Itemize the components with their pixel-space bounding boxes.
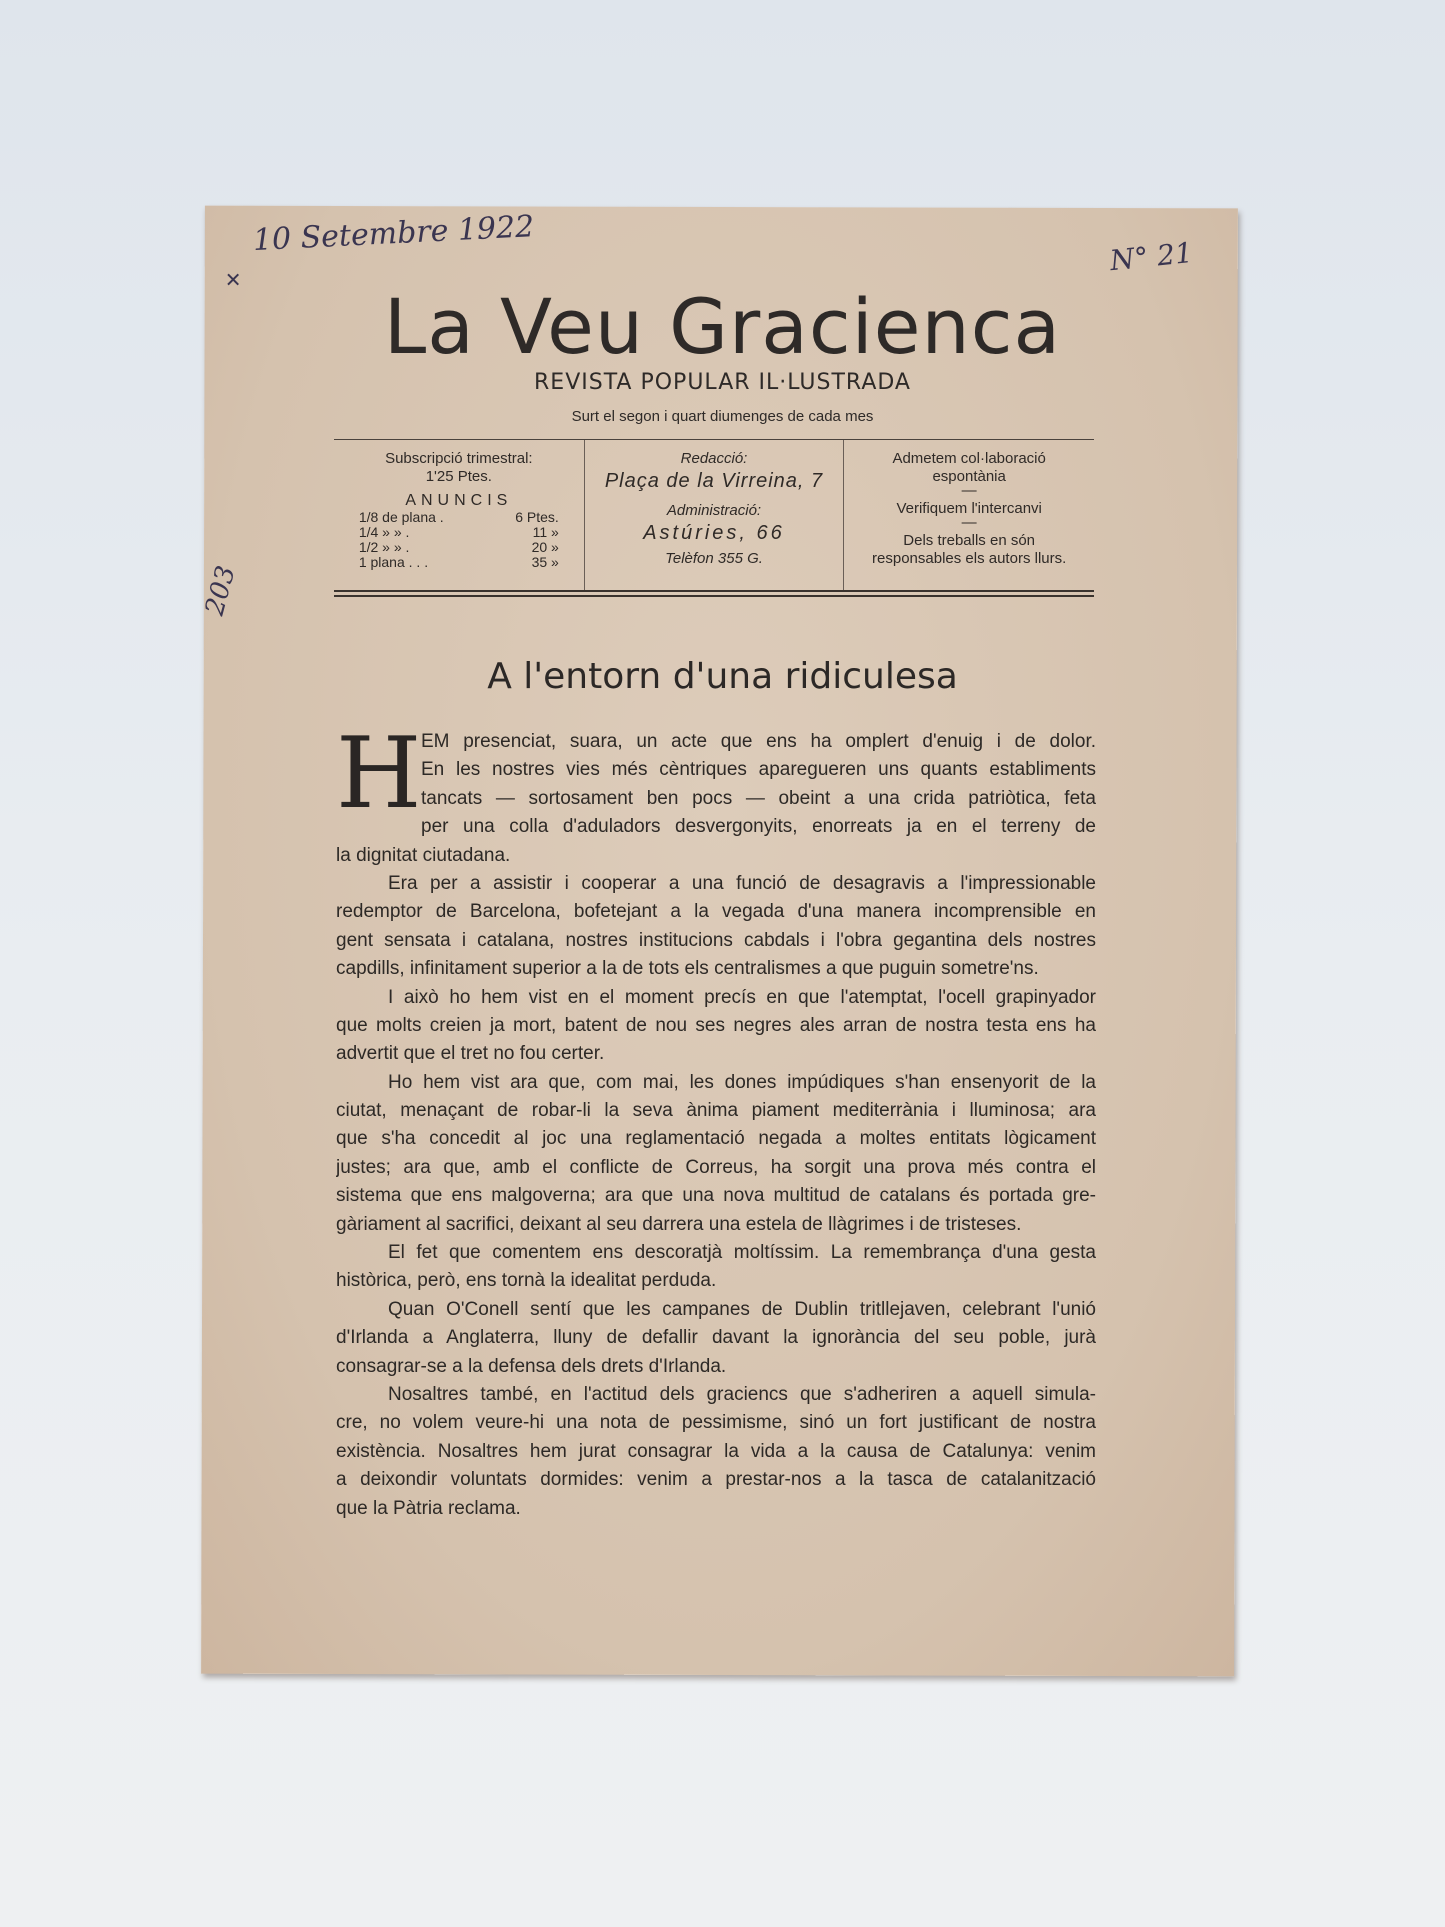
article-line: que molts creien ja mort, batent de nou ses negres ales arran de nostra testa ens ha xyxy=(336,1014,1096,1036)
article-line: per una colla d'aduladors desvergonyits, enorreats ja en el terreny de xyxy=(421,816,1096,838)
article-line: ciutat, menaçant de robar-li la seva ànima piament mediterrània i lluminosa; ara xyxy=(336,1100,1096,1122)
article-line: consagrar-se a la defensa dels drets d'Irlanda. xyxy=(336,1355,727,1377)
article-line: gàriament al sacrifici, deixant al seu darrera una estela de llàgrimes i de tristeses. xyxy=(336,1213,1022,1235)
subscription-column xyxy=(334,440,585,590)
ad-rate xyxy=(359,540,559,555)
article-line: la dignitat ciutadana. xyxy=(336,844,511,866)
ad-price: 20 » xyxy=(531,539,559,555)
notice-responsibility: Dels treballs en són responsables els autors llurs. xyxy=(872,532,1067,567)
redaccio-label: Redacció: xyxy=(680,450,748,467)
masthead-subtitle: REVISTA POPULAR IL·LUSTRADA xyxy=(534,370,911,395)
notice-exchange: Verifiquem l'intercanvi xyxy=(896,500,1042,517)
article-line: històrica, però, ens tornà la idealitat perduda. xyxy=(336,1270,717,1292)
article-line: justes; ara que, amb el conflicte de Correus, ha sorgit una prova més contra el xyxy=(336,1156,1096,1178)
address-column xyxy=(585,440,845,590)
article-line: En les nostres vies més cèntriques aparegueren uns quants establiments xyxy=(421,759,1096,781)
ads-heading: ANUNCIS xyxy=(405,492,513,509)
article-line: sistema que ens malgoverna; ara que una nova multitud de catalans és portada gre- xyxy=(336,1185,1096,1207)
ad-rate xyxy=(359,525,559,540)
subscription-label: Subscripció trimestral: xyxy=(385,450,533,467)
ad-price: 6 Ptes. xyxy=(515,509,559,525)
article-line: a deixondir voluntats dormides: venim a prestar-nos a la tasca de catalanització xyxy=(336,1469,1096,1491)
handwritten-number: N° 21 xyxy=(1108,235,1195,278)
ad-size: 1/8 de plana . xyxy=(358,509,444,525)
ad-size: 1/2 » » . xyxy=(358,539,410,555)
separator: — xyxy=(961,482,977,499)
ink-mark-icon: ✕ xyxy=(224,269,242,292)
ad-rate xyxy=(359,510,559,525)
notices-column xyxy=(844,440,1094,590)
article-line: que la Pàtria reclama. xyxy=(336,1497,521,1519)
notice-collaboration: Admetem col·laboració espontània xyxy=(892,450,1046,485)
article-line: que s'ha concedit al joc una reglamentació negada a moltes entitats lògicament xyxy=(336,1128,1096,1150)
telephone: Telèfon 355 G. xyxy=(665,550,763,567)
article-line: capdills, infinitament superior a la de tots els centralismes a que puguin sometre'ns. xyxy=(336,958,1039,980)
ad-price: 11 » xyxy=(532,524,559,540)
article-line: Ho hem vist ara que, com mai, les dones impúdiques s'han ensenyorit de la xyxy=(388,1071,1096,1093)
article-line: existència. Nosaltres hem jurat consagrar la vida a la causa de Catalunya: venim xyxy=(336,1440,1096,1462)
ad-rate xyxy=(359,555,559,570)
article-line: gent sensata i catalana, nostres institucions cabdals i l'obra gegantina dels nostres xyxy=(336,929,1096,951)
article-line: El fet que comentem ens descoratjà moltíssim. La remembrança d'una gesta xyxy=(388,1242,1096,1264)
publication-frequency: Surt el segon i quart diumenges de cada mes xyxy=(571,408,874,425)
subscription-price: 1'25 Ptes. xyxy=(425,468,492,485)
article-title: A l'entorn d'una ridiculesa xyxy=(487,656,958,697)
masthead-title: La Veu Gracienca xyxy=(383,282,1062,371)
article-line: I això ho hem vist en el moment precís en que l'atemptat, l'ocell grapinyador xyxy=(388,986,1096,1008)
info-box xyxy=(334,439,1094,592)
administracio-address: Astúries, 66 xyxy=(643,522,785,544)
article-line: EM presenciat, suara, un acte que ens ha omplert d'enuig i de dolor. xyxy=(421,731,1096,752)
redaccio-address: Plaça de la Virreina, 7 xyxy=(604,470,824,492)
article-line: Nosaltres també, en l'actitud dels graciencs que s'adheriren a aquell simula- xyxy=(388,1383,1096,1405)
handwritten-date: 10 Setembre 1922 xyxy=(252,209,536,259)
ad-size: 1 plana . . . xyxy=(358,554,429,570)
article-line: Quan O'Conell sentí que les campanes de Dublin tritllejaven, celebrant l'unió xyxy=(388,1298,1096,1320)
article-body xyxy=(336,717,1096,1523)
article-line: Era per a assistir i cooperar a una funció de desagravis a l'impressionable xyxy=(388,872,1096,894)
article-line: d'Irlanda a Anglaterra, lluny de defallir davant la ignorància del seu poble, jurà xyxy=(336,1327,1096,1349)
handwritten-margin-note: 203 xyxy=(199,562,242,619)
drop-cap: H xyxy=(336,717,422,831)
administracio-label: Administració: xyxy=(666,502,762,519)
article-line: redemptor de Barcelona, bofetejant a la vegada d'una manera incomprensible en xyxy=(336,901,1096,923)
ad-size: 1/4 » » . xyxy=(358,524,410,540)
separator: — xyxy=(961,514,977,531)
article-line: advertit que el tret no fou certer. xyxy=(336,1043,605,1065)
article-line: tancats — sortosament ben pocs — obeint a una crida patriòtica, feta xyxy=(421,787,1096,809)
ad-price: 35 » xyxy=(531,554,559,570)
article-line: cre, no volem veure-hi una nota de pessimisme, sinó un fort justificant de nostra xyxy=(336,1412,1096,1434)
